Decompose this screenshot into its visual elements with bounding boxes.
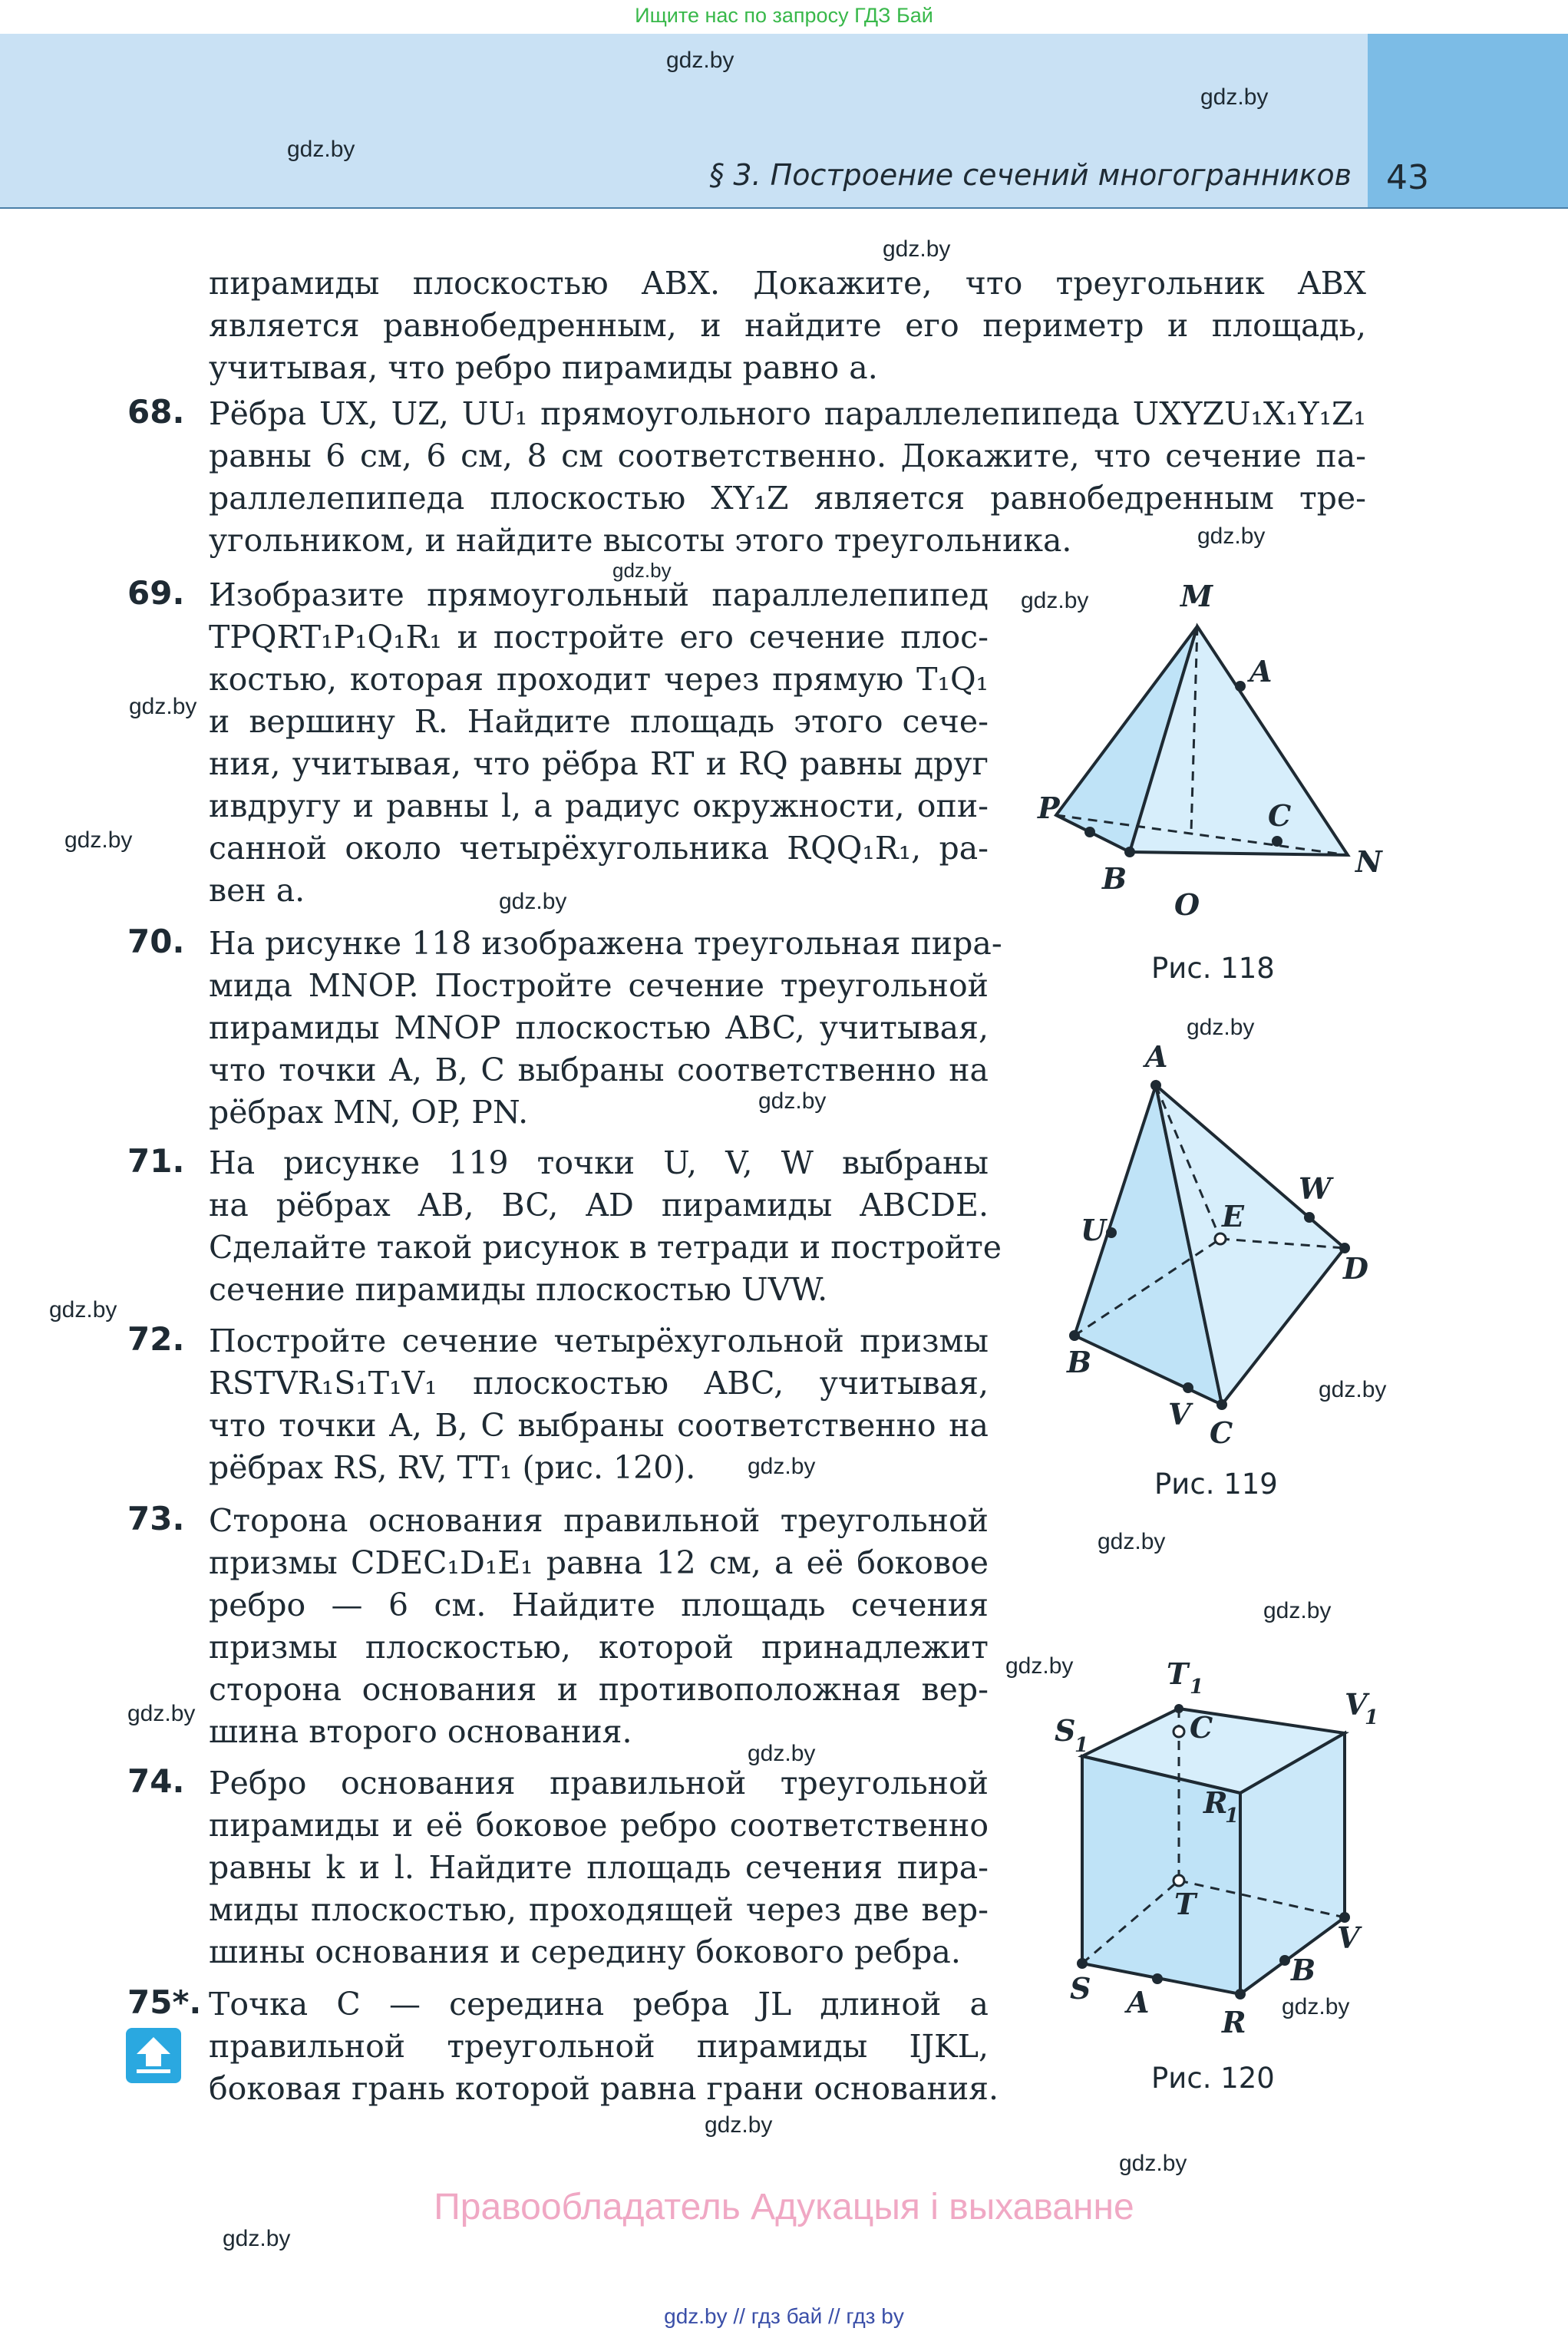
watermark: gdz.by — [666, 48, 734, 73]
label-a: A — [1127, 1985, 1150, 2019]
header-divider — [0, 207, 1568, 209]
text-line: на рёбрах AB, BC, AD пирамиды ABCDE. — [209, 1187, 989, 1223]
watermark: gdz.by — [1119, 2151, 1187, 2176]
text-line: призмы CDEC₁D₁E₁ равна 12 см, а её боковое — [209, 1544, 989, 1581]
page-number: 43 — [1386, 158, 1429, 197]
label-n: N — [1355, 844, 1382, 879]
text-line: сечение пирамиды плоскостью UVW. — [209, 1271, 828, 1308]
figure-caption: Рис. 120 — [1151, 2062, 1275, 2095]
text-line: раллелепипеда плоскостью XY₁Z является равнобедренным тре- — [209, 480, 1366, 517]
text-line: Изобразите прямоугольный параллелепипед — [209, 576, 989, 613]
point-c — [1272, 836, 1282, 847]
text-line: угольником, и найдите высоты этого треугольника. — [209, 522, 1072, 559]
point-r — [1235, 1989, 1246, 2000]
text-line: На рисунке 118 изображена треугольная пира- — [209, 925, 1002, 962]
text-line: рёбрах RS, RV, TT₁ (рис. 120). — [209, 1449, 696, 1486]
copyright-notice: Правообладатель Адукацыя і выхаванне — [434, 2187, 1134, 2227]
text-line: вен a. — [209, 872, 305, 909]
top-banner[interactable]: Ищите нас по запросу ГДЗ Бай — [635, 4, 933, 27]
text-line: рёбрах MN, OP, PN. — [209, 1094, 529, 1131]
label-t1: T — [1167, 1656, 1189, 1691]
label-subscript: 1 — [1365, 1706, 1379, 1729]
point-b — [1279, 1955, 1290, 1966]
watermark: gdz.by — [1187, 1015, 1255, 1040]
label-r: R — [1222, 2005, 1246, 2039]
figure-caption: Рис. 118 — [1151, 952, 1275, 985]
watermark: gdz.by — [1197, 523, 1266, 549]
text-line: пирамиды MNOP плоскостью ABC, учитывая, — [209, 1009, 989, 1046]
point-w — [1304, 1212, 1315, 1223]
watermark: gdz.by — [612, 559, 672, 582]
text-line: равны 6 см, 6 см, 8 см соответственно. Докажите, что сечение па- — [209, 438, 1366, 474]
problem-number: 69. — [127, 574, 185, 612]
point-v — [1183, 1382, 1193, 1393]
text-line: является равнобедренным, и найдите его периметр и площадь, — [209, 307, 1366, 344]
label-r1: R — [1203, 1785, 1228, 1820]
point-c — [1216, 1399, 1227, 1410]
label-t: T — [1174, 1887, 1197, 1921]
label-v: V — [1168, 1397, 1191, 1432]
label-b: B — [1291, 1953, 1316, 1987]
figure-caption: Рис. 119 — [1154, 1468, 1278, 1501]
label-v1: V — [1345, 1687, 1368, 1722]
text-line: пирамиды плоскостью ABX. Докажите, что треугольник ABX — [209, 265, 1366, 302]
point-a — [1150, 1080, 1161, 1091]
problem-number: 74. — [127, 1762, 185, 1800]
point-c — [1174, 1726, 1184, 1737]
problem-number: 73. — [127, 1500, 185, 1537]
watermark: gdz.by — [1282, 1994, 1350, 2019]
watermark: gdz.by — [64, 827, 133, 853]
label-b: B — [1102, 861, 1127, 896]
figure-119 — [1059, 1036, 1412, 1466]
watermark: gdz.by — [1005, 1653, 1074, 1679]
label-m: M — [1180, 579, 1213, 613]
point-o — [1124, 847, 1135, 857]
text-line: что точки A, B, C выбраны соответственно на — [209, 1407, 989, 1444]
point-a — [1152, 1973, 1163, 1984]
label-c: C — [1268, 798, 1292, 833]
advanced-level-icon — [126, 2028, 181, 2083]
text-line: Сделайте такой рисунок в тетради и постройте — [209, 1229, 1002, 1266]
problem-number: 70. — [127, 923, 185, 960]
watermark: gdz.by — [758, 1088, 827, 1114]
text-line: ребро — 6 см. Найдите площадь сечения — [209, 1587, 989, 1623]
text-line: призмы плоскостью, которой принадлежит — [209, 1629, 989, 1666]
point-u — [1106, 1227, 1117, 1238]
point-b — [1084, 827, 1095, 837]
point-s — [1077, 1958, 1088, 1969]
text-line: что точки A, B, C выбраны соответственно на — [209, 1052, 989, 1088]
watermark: gdz.by — [1263, 1598, 1332, 1623]
label-a: A — [1249, 654, 1273, 689]
text-line: RSTVR₁S₁T₁V₁ плоскостью ABC, учитывая, — [209, 1365, 989, 1402]
label-o: O — [1174, 887, 1200, 922]
text-line: ния, учитывая, что рёбра RT и RQ равны друг — [209, 745, 989, 782]
text-line: боковая грань которой равна грани основания. — [209, 2070, 999, 2107]
text-line: Постройте сечение четырёхугольной призмы — [209, 1323, 989, 1359]
watermark: gdz.by — [1098, 1529, 1166, 1554]
text-line: и вершину R. Найдите площадь этого сече- — [209, 703, 989, 740]
text-line: Ребро основания правильной треугольной — [209, 1765, 989, 1801]
section-title: § 3. Построение сечений многогранников — [709, 158, 1352, 192]
text-line: учитывая, что ребро пирамиды равно a. — [209, 349, 878, 386]
problem-number: 71. — [127, 1142, 185, 1180]
watermark: gdz.by — [49, 1297, 117, 1323]
point-e — [1215, 1233, 1226, 1244]
watermark: gdz.by — [499, 889, 567, 914]
text-line: равны k и l. Найдите площадь сечения пира- — [209, 1849, 989, 1886]
text-line: TPQRT₁P₁Q₁R₁ и постройте его сечение плос- — [209, 619, 989, 655]
label-u: U — [1081, 1213, 1107, 1247]
text-line: правильной треугольной пирамиды IJKL, — [209, 2028, 989, 2065]
point-a — [1235, 681, 1246, 692]
footer-links[interactable]: gdz.by // гдз бай // гдз by — [664, 2304, 904, 2328]
label-w: W — [1299, 1171, 1332, 1206]
point-t — [1174, 1875, 1184, 1886]
text-line: шины основания и середину бокового ребра. — [209, 1933, 961, 1970]
figure-118 — [1013, 568, 1412, 936]
problem-number: 75*. — [127, 1983, 202, 2021]
watermark: gdz.by — [223, 2226, 291, 2251]
label-d: D — [1343, 1251, 1368, 1286]
problem-number: 72. — [127, 1320, 185, 1358]
label-e: E — [1222, 1199, 1244, 1233]
label-subscript: 1 — [1225, 1805, 1240, 1828]
label-subscript: 1 — [1190, 1676, 1204, 1699]
watermark: gdz.by — [748, 1454, 816, 1479]
text-line: санной около четырёхугольника RQQ₁R₁, ра- — [209, 830, 989, 867]
label-a: A — [1145, 1039, 1168, 1074]
text-line: Точка C — середина ребра JL длиной a — [209, 1986, 989, 2023]
watermark: gdz.by — [1200, 84, 1269, 110]
watermark: gdz.by — [127, 1701, 196, 1726]
text-line: Рёбра UX, UZ, UU₁ прямоугольного параллелепипеда UXYZU₁X₁Y₁Z₁ — [209, 395, 1366, 432]
text-line: ивдругу и равны l, а радиус окружности, опи- — [209, 788, 989, 824]
text-line: Сторона основания правильной треугольной — [209, 1502, 989, 1539]
watermark: gdz.by — [1021, 588, 1089, 613]
point-t1 — [1174, 1704, 1183, 1713]
watermark: gdz.by — [129, 694, 197, 719]
watermark: gdz.by — [287, 137, 355, 162]
watermark: gdz.by — [1319, 1377, 1387, 1402]
label-s: S — [1070, 1971, 1091, 2006]
label-c: C — [1210, 1415, 1233, 1450]
arrow-up-icon — [126, 2028, 181, 2083]
label-p: P — [1038, 791, 1060, 825]
label-c: C — [1190, 1710, 1213, 1745]
text-line: мида MNOP. Постройте сечение треугольной — [209, 967, 989, 1004]
text-line: миды плоскостью, проходящей через две вер- — [209, 1891, 989, 1928]
label-b: B — [1067, 1345, 1092, 1379]
text-line: пирамиды и её боковое ребро соответственно — [209, 1807, 989, 1844]
text-line: шина второго основания. — [209, 1713, 632, 1750]
text-line: сторона основания и противоположная вер- — [209, 1671, 989, 1708]
label-subscript: 1 — [1074, 1734, 1089, 1757]
label-s1: S — [1055, 1713, 1076, 1748]
watermark: gdz.by — [883, 236, 951, 262]
text-line: костью, которая проходит через прямую T₁Q₁ — [209, 661, 989, 698]
label-v: V — [1337, 1920, 1360, 1955]
watermark: gdz.by — [748, 1741, 816, 1766]
point-b — [1069, 1330, 1080, 1341]
text-line: На рисунке 119 точки U, V, W выбраны — [209, 1144, 989, 1181]
figure-120 — [1044, 1620, 1412, 2057]
watermark: gdz.by — [705, 2112, 773, 2138]
problem-number: 68. — [127, 393, 185, 431]
